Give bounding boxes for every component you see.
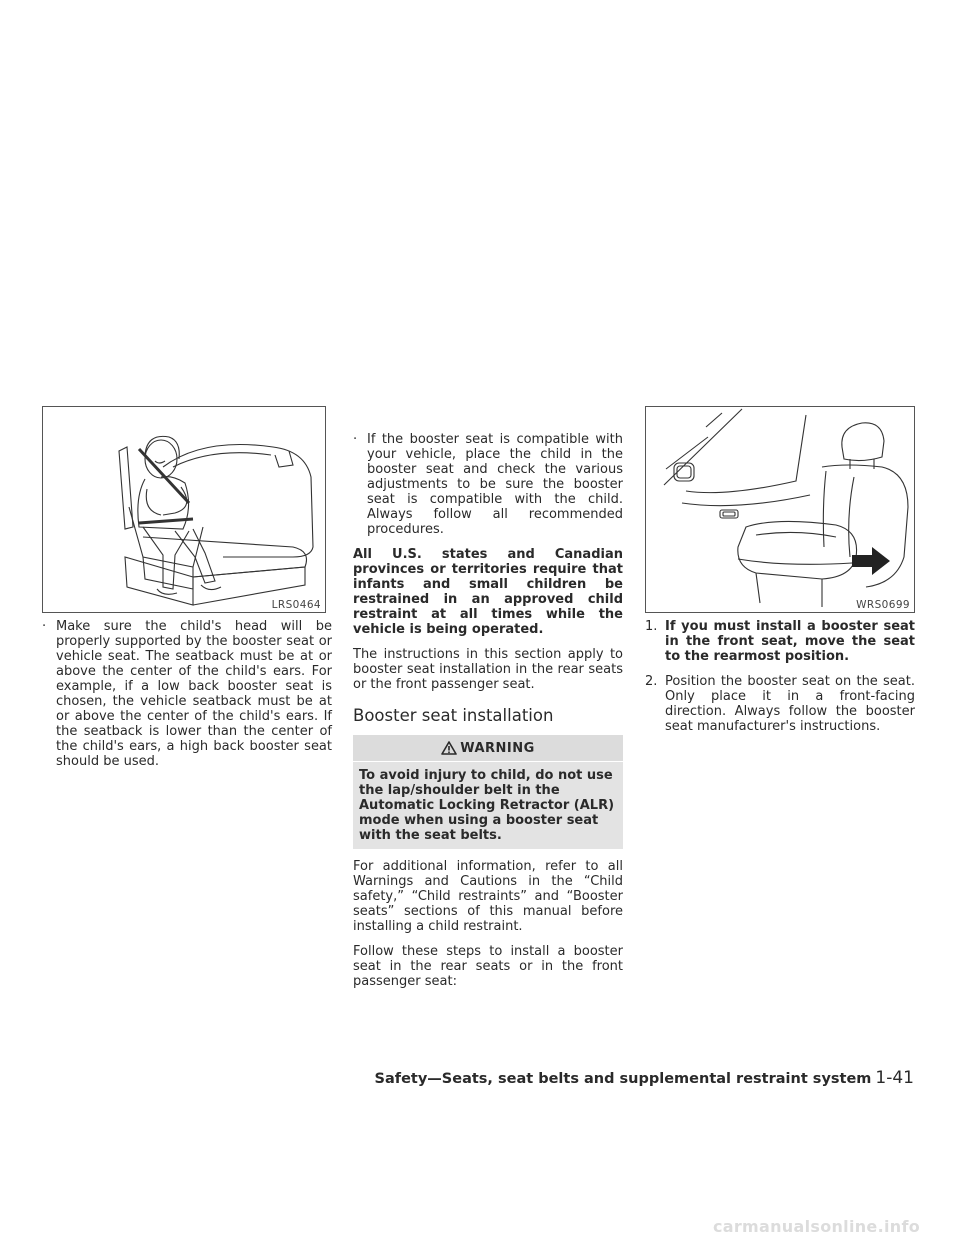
- footer-section-title: Safety—Seats, seat belts and supplemental restraint system: [374, 1071, 872, 1087]
- warning-header: [353, 735, 623, 762]
- warning-label: WARNING: [460, 740, 535, 756]
- front-seat-drawing: [646, 407, 916, 614]
- bullet-paragraph: [42, 619, 332, 769]
- bullet-icon: ·: [353, 432, 358, 447]
- warning-text: To avoid injury to child, do not use the lap/shoulder belt in the Automatic Locking Retractor (ALR) mode when using a booster seat with the seat belts.: [359, 768, 615, 843]
- paragraph: The instructions in this section apply to booster seat installation in the rear seats or the front passenger seat.: [353, 647, 623, 692]
- step-text: If you must install a booster seat in the front seat, move the seat to the rearmost position.: [665, 619, 915, 664]
- step-text: Position the booster seat on the seat. Only place it in a front-facing direction. Always follow the booster seat manufacturer's instructions.: [665, 674, 915, 734]
- warning-triangle-icon: [441, 741, 457, 755]
- warning-box: [353, 735, 623, 849]
- bullet-paragraph: [353, 432, 623, 537]
- bullet-text: Make sure the child's head will be properly supported by the booster seat or vehicle seat. The seatback must be at or above the center of the child's ears. For example, if a low back booster seat is chosen, the vehicle seatback must be at or above the center of the child's ears. If the seatback is lower than the center of the child's ears, a high back booster seat should be used.: [56, 619, 332, 769]
- paragraph: For additional information, refer to all Warnings and Cautions in the “Child safety,” “Child restraints” and “Booster seats” sections of this manual before installing a child restraint.: [353, 859, 623, 934]
- column-middle: [353, 432, 623, 999]
- child-booster-seat-illustration: [42, 406, 326, 613]
- figure-code: LRS0464: [271, 599, 321, 611]
- bullet-icon: ·: [42, 619, 47, 634]
- step-1: [645, 619, 915, 664]
- step-number: 1.: [645, 619, 658, 634]
- legal-requirement-paragraph: All U.S. states and Canadian provinces or territories require that infants and small children be restrained in an approved child restraint at all times while the vehicle is being operated.: [353, 547, 623, 637]
- page-footer: [375, 1068, 914, 1088]
- step-number: 2.: [645, 674, 658, 689]
- column-right: [645, 406, 915, 744]
- watermark: carmanualsonline.info: [712, 1217, 920, 1236]
- paragraph: Follow these steps to install a booster seat in the rear seats or in the front passenger seat:: [353, 944, 623, 989]
- column-left: [42, 406, 332, 779]
- front-seat-rearmost-illustration: [645, 406, 915, 613]
- bullet-text: If the booster seat is compatible with your vehicle, place the child in the booster seat and check the various adjustments to be sure the booster seat is compatible with the child. Always follow all recommended procedures.: [367, 432, 623, 537]
- step-2: [645, 674, 915, 734]
- child-in-booster-drawing: [43, 407, 327, 614]
- section-heading: Booster seat installation: [353, 706, 554, 725]
- figure-code: WRS0699: [856, 599, 910, 611]
- page-number: 1-41: [875, 1068, 914, 1088]
